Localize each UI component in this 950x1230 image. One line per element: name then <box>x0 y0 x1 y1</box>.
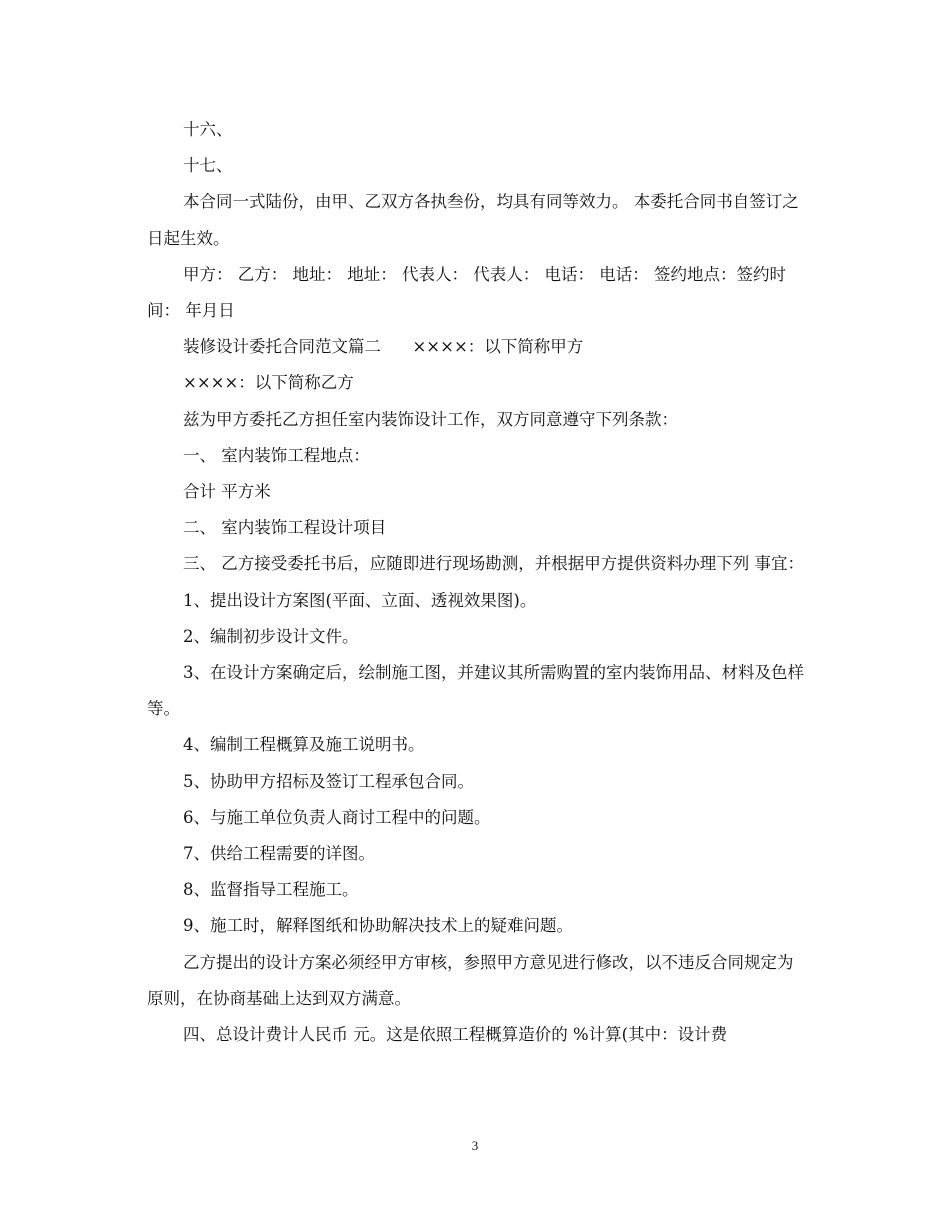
paragraph: 装修设计委托合同范文篇二 ××××：以下简称甲方 <box>183 337 584 357</box>
paragraph: 一、 室内装饰工程地点： <box>183 445 370 465</box>
paragraph: 3、在设计方案确定后，绘制施工图，并建议其所需购置的室内装饰用品、材料及色样等。 <box>147 663 804 719</box>
paragraph: 甲方： 乙方： 地址： 地址： 代表人： 代表人： 电话： 电话： 签约地点：签约时间： 年月日 <box>147 264 786 321</box>
paragraph: 6、与施工单位负责人商讨工程中的问题。 <box>183 807 491 827</box>
paragraph: 2、编制初步设计文件。 <box>183 626 359 646</box>
document-body <box>147 112 807 1053</box>
paragraph: 9、施工时，解释图纸和协助解决技术上的疑难问题。 <box>183 916 573 936</box>
paragraph: 十六、 <box>183 120 233 139</box>
paragraph: 8、监督指导工程施工。 <box>183 880 359 900</box>
paragraph: 十七、 <box>183 156 233 176</box>
page-number: 3 <box>471 1138 479 1153</box>
paragraph: 二、 室内装饰工程设计项目 <box>183 518 387 538</box>
paragraph: ××××：以下简称乙方 <box>183 373 354 393</box>
paragraph: 7、供给工程需要的详图。 <box>183 844 375 864</box>
paragraph: 乙方提出的设计方案必须经甲方审核，参照甲方意见进行修改，以不违反合同规定为原则，在协商基础上达到双方满意。 <box>147 952 794 1008</box>
paragraph: 兹为甲方委托乙方担任室内装饰设计工作，双方同意遵守下列条款： <box>183 409 678 429</box>
paragraph: 5、协助甲方招标及签订工程承包合同。 <box>183 771 474 791</box>
paragraph: 四、总设计费计人民币 元。这是依照工程概算造价的 %计算(其中：设计费 <box>183 1025 728 1045</box>
paragraph: 合计 平方米 <box>183 482 271 502</box>
paragraph: 三、 乙方接受委托书后，应随即进行现场勘测，并根据甲方提供资料办理下列 事宜： <box>183 554 804 574</box>
paragraph: 4、编制工程概算及施工说明书。 <box>183 735 425 755</box>
paragraph: 1、提出设计方案图(平面、立面、透视效果图)。 <box>183 590 537 610</box>
paragraph: 本合同一式陆份，由甲、乙双方各执叁份，均具有同等效力。 本委托合同书自签订之日起生效。 <box>147 192 799 248</box>
